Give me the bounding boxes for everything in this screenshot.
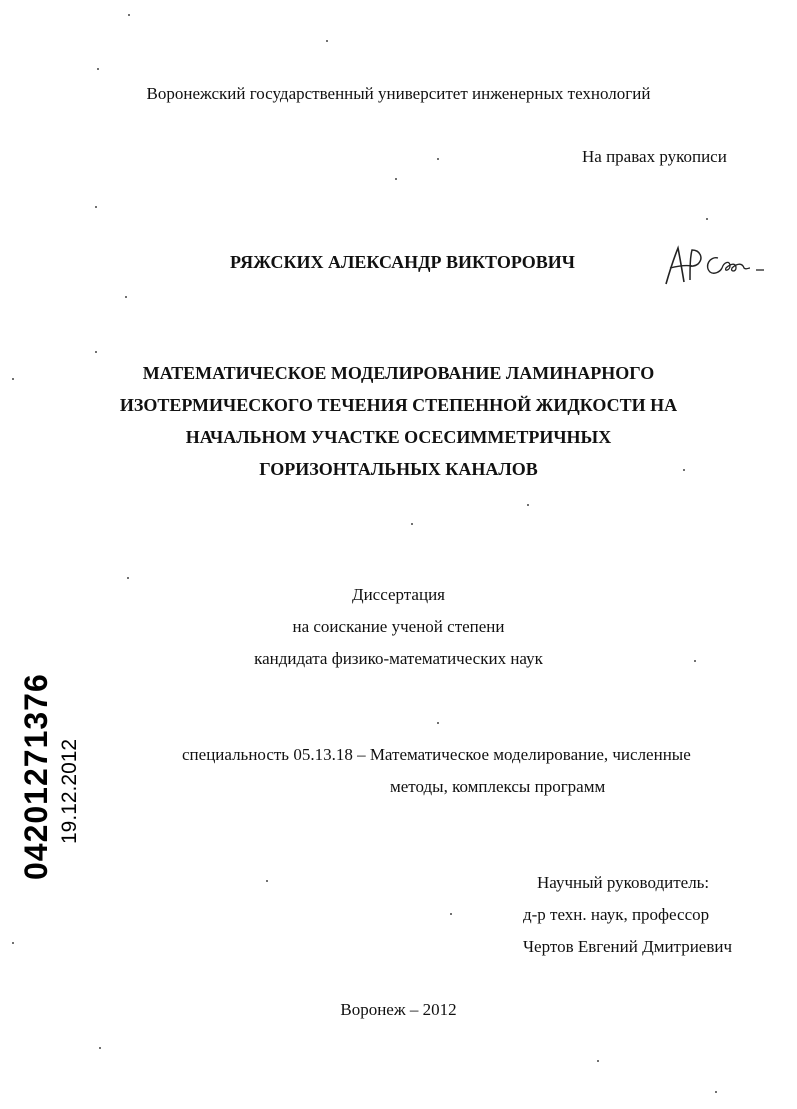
scan-speck — [411, 523, 413, 525]
scan-speck — [95, 206, 97, 208]
supervisor-name: Чертов Евгений Дмитриевич — [523, 937, 733, 956]
title-line-1: МАТЕМАТИЧЕСКОЕ МОДЕЛИРОВАНИЕ ЛАМИНАРНОГО — [142, 363, 655, 383]
title-line-3: НАЧАЛЬНОМ УЧАСТКЕ ОСЕСИММЕТРИЧНЫХ — [185, 427, 612, 447]
scan-speck — [597, 1060, 599, 1062]
scan-speck — [437, 722, 439, 724]
work-type-line-2: на соискание ученой степени — [292, 617, 505, 636]
specialty-line-2: методы, комплексы программ — [390, 777, 606, 796]
scan-speck — [450, 913, 452, 915]
scan-speck — [715, 1091, 717, 1093]
scan-speck — [683, 469, 685, 471]
city-year: Воронеж – 2012 — [340, 1000, 457, 1019]
scan-speck — [97, 68, 99, 70]
author-name: РЯЖСКИХ АЛЕКСАНДР ВИКТОРОВИЧ — [230, 252, 575, 272]
scan-speck — [99, 1047, 101, 1049]
manuscript-note: На правах рукописи — [582, 147, 727, 166]
scan-speck — [12, 378, 14, 380]
scan-speck — [395, 178, 397, 180]
work-type-line-3: кандидата физико-математических наук — [254, 649, 543, 668]
university-name: Воронежский государственный университет инженерных технологий — [146, 84, 651, 103]
scan-speck — [694, 660, 696, 662]
work-type-line-1: Диссертация — [351, 585, 445, 604]
scan-speck — [326, 40, 328, 42]
supervisor-degree: д-р техн. наук, профессор — [523, 905, 710, 924]
scan-speck — [12, 942, 14, 944]
stamp-number: 04201271376 — [18, 673, 54, 880]
scan-speck — [266, 880, 268, 882]
scan-speck — [127, 577, 129, 579]
scan-speck — [527, 504, 529, 506]
scan-speck — [706, 218, 708, 220]
title-line-4: ГОРИЗОНТАЛЬНЫХ КАНАЛОВ — [259, 459, 538, 479]
title-line-2: ИЗОТЕРМИЧЕСКОГО ТЕЧЕНИЯ СТЕПЕННОЙ ЖИДКОСТИ НА — [119, 395, 678, 415]
stamp-date: 19.12.2012 — [58, 738, 81, 844]
scan-speck — [125, 296, 127, 298]
scan-speck — [95, 351, 97, 353]
supervisor-label: Научный руководитель: — [537, 873, 710, 892]
scan-speck — [437, 158, 439, 160]
scan-speck — [128, 14, 130, 16]
specialty-line-1: специальность 05.13.18 – Математическое моделирование, численные — [182, 745, 691, 764]
signature-image — [660, 240, 770, 290]
